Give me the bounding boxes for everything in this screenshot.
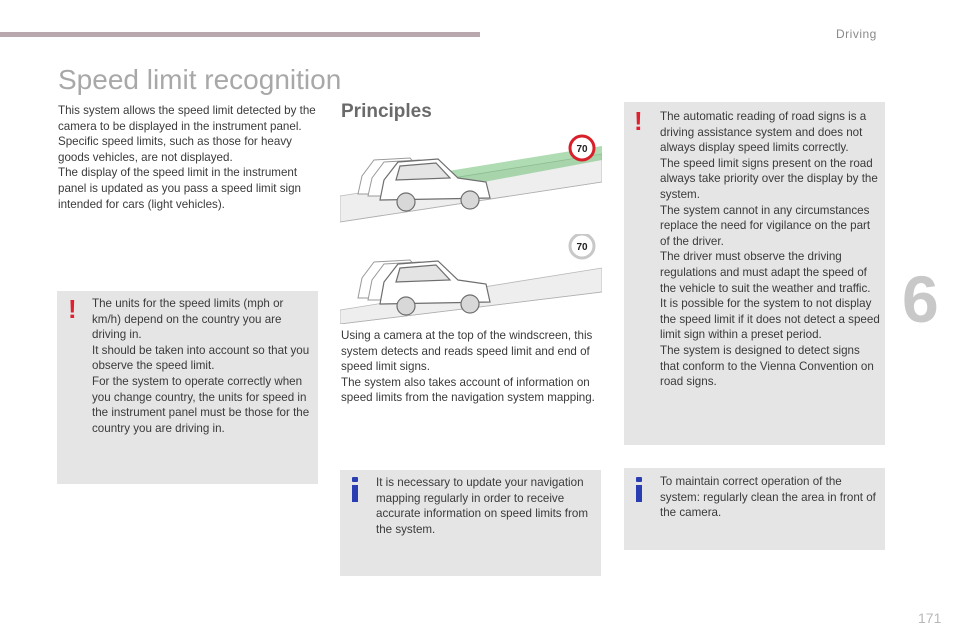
warning-paragraph: It should be taken into account so that you observe the speed limit. xyxy=(92,343,310,373)
intro-text xyxy=(58,103,320,212)
warning-paragraph: The system is designed to detect signs that conform to the Vienna Convention on road signs. xyxy=(660,343,874,389)
warning-paragraph: For the system to operate correctly when you change country, the units for speed in the instrument panel must be those for the country you are driving in. xyxy=(92,374,310,435)
intro-paragraph: The display of the speed limit in the instrument panel is updated as you pass a speed limit sign intended for cars (light vehicles). xyxy=(58,166,301,211)
principles-heading: Principles xyxy=(341,101,432,122)
speed-sign-value: 70 xyxy=(576,144,588,155)
warning-paragraph: The automatic reading of road signs is a driving assistance system and does not always display speed limits correctly. xyxy=(660,110,867,155)
warning-paragraph: The units for the speed limits (mph or km/h) depend on the country you are driving in. xyxy=(92,297,284,342)
intro-paragraph: This system allows the speed limit detected by the camera to be displayed in the instrument panel. xyxy=(58,104,316,133)
principles-paragraph: Using a camera at the top of the windscreen, this system detects and reads speed limit and end of speed limit signs. xyxy=(341,329,593,374)
warning-auto-text xyxy=(660,109,882,390)
info-clean-text xyxy=(660,474,882,521)
info-icon-dot xyxy=(352,477,358,482)
info-icon-stem xyxy=(352,485,358,502)
camera-detection-figure-2 xyxy=(340,234,602,324)
warning-paragraph: It is possible for the system to not display the speed limit if it does not detect a speed limit sign within a preset period. xyxy=(660,297,880,342)
camera-detection-figure-1 xyxy=(340,134,602,224)
page-title: Speed limit recognition xyxy=(58,64,342,95)
chapter-number: 6 xyxy=(902,262,939,336)
header-rule xyxy=(0,32,480,37)
info-paragraph: To maintain correct operation of the system: regularly clean the area in front of the camera. xyxy=(660,475,876,520)
info-update-text xyxy=(376,475,596,537)
warning-units-text xyxy=(92,296,314,436)
section-label: Driving xyxy=(836,27,877,41)
warning-icon: ! xyxy=(634,106,643,136)
intro-paragraph: Specific speed limits, such as those for heavy goods vehicles, are not displayed. xyxy=(58,135,292,164)
warning-paragraph: The speed limit signs present on the road always take priority over the display by the system. xyxy=(660,156,878,201)
page-number: 171 xyxy=(918,610,942,626)
principles-text xyxy=(341,328,603,406)
warning-paragraph: The driver must observe the driving regulations and must adapt the speed of the vehicle to suit the weather and traffic. xyxy=(660,250,871,295)
principles-paragraph: The system also takes account of information on speed limits from the navigation system mapping. xyxy=(341,375,595,405)
warning-paragraph: The system cannot in any circumstances replace the need for vigilance on the part of the driver. xyxy=(660,203,871,248)
info-paragraph: It is necessary to update your navigation mapping regularly in order to receive accurate information on speed limits from the system. xyxy=(376,476,588,536)
info-icon-dot xyxy=(636,477,642,482)
info-icon-stem xyxy=(636,485,642,502)
speed-sign-value: 70 xyxy=(576,242,588,253)
warning-icon: ! xyxy=(68,294,77,324)
